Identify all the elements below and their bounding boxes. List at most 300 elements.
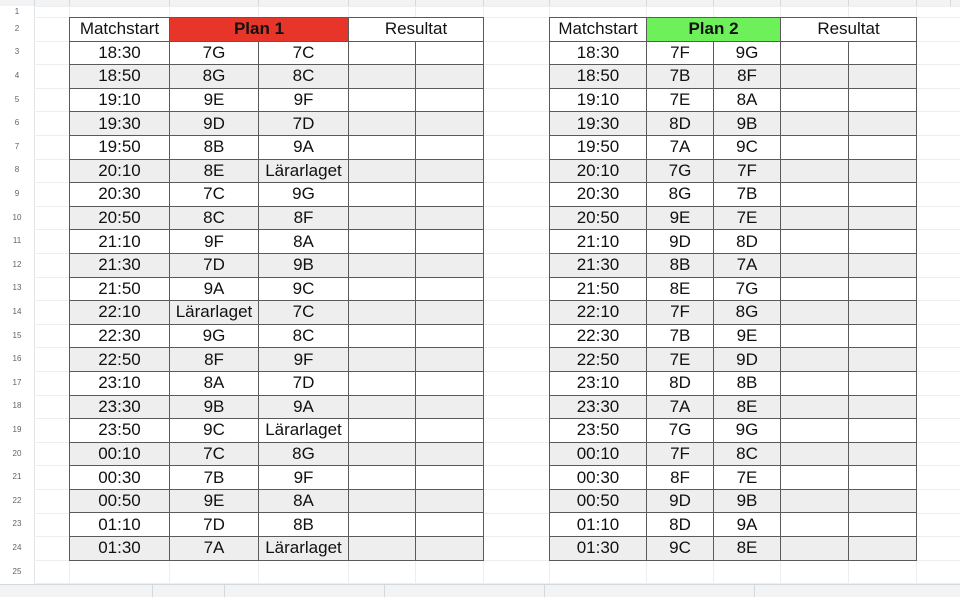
row-number[interactable]: 8 [14,165,20,175]
away-team-cell[interactable]: 8C [259,65,349,89]
away-team-cell[interactable]: 7E [714,206,781,230]
result-home-cell[interactable] [349,135,416,159]
result-away-cell[interactable] [849,489,917,513]
away-team-cell[interactable]: 7B [714,183,781,207]
result-away-cell[interactable] [416,301,484,325]
result-away-cell[interactable] [849,88,917,112]
home-team-cell[interactable]: 9D [647,489,714,513]
away-team-cell[interactable]: 9C [259,277,349,301]
plan-2-title-cell[interactable]: Plan 2 [647,18,781,42]
match-time-cell[interactable]: 01:10 [550,513,647,537]
result-home-cell[interactable] [349,513,416,537]
match-row [550,253,917,277]
matchstart-header-cell[interactable]: Matchstart [550,18,647,42]
match-row [70,253,484,277]
home-team-cell[interactable]: 8G [170,65,259,89]
match-time-cell[interactable]: 18:30 [550,41,647,65]
home-team-cell[interactable]: 7D [170,513,259,537]
match-time-cell[interactable]: 18:50 [70,65,170,89]
result-home-cell[interactable] [349,41,416,65]
away-team-cell[interactable]: Lärarlaget [259,537,349,561]
match-time-cell[interactable]: 00:50 [550,489,647,513]
result-home-cell[interactable] [349,277,416,301]
result-home-cell[interactable] [349,301,416,325]
home-team-cell[interactable]: 8C [170,206,259,230]
match-time-cell[interactable]: 19:30 [550,112,647,136]
home-team-cell[interactable]: 9D [170,112,259,136]
row-number[interactable]: 9 [14,189,20,198]
away-team-cell[interactable]: 7A [714,253,781,277]
result-away-cell[interactable] [849,230,917,254]
result-away-cell[interactable] [416,466,484,490]
match-row [550,277,917,301]
home-team-cell[interactable]: 9E [170,88,259,112]
away-team-cell[interactable]: 9C [714,135,781,159]
result-away-cell[interactable] [849,159,917,183]
result-home-cell[interactable] [781,395,849,419]
match-time-cell[interactable]: 22:30 [70,324,170,348]
match-time-cell[interactable]: 23:10 [550,371,647,395]
result-away-cell[interactable] [416,65,484,89]
home-team-cell[interactable]: 7D [170,253,259,277]
match-time-cell[interactable]: 18:30 [70,41,170,65]
result-away-cell[interactable] [849,206,917,230]
result-home-cell[interactable] [781,348,849,372]
result-away-cell[interactable] [416,135,484,159]
away-team-cell[interactable]: 8C [714,442,781,466]
result-away-cell[interactable] [416,206,484,230]
away-team-cell[interactable]: 7E [714,466,781,490]
home-team-cell[interactable]: 9A [170,277,259,301]
result-header-cell[interactable]: Resultat [781,18,917,42]
result-home-cell[interactable] [781,159,849,183]
row-number[interactable]: 21 [12,472,22,482]
home-team-cell[interactable]: 7B [647,324,714,348]
result-away-cell[interactable] [416,324,484,348]
away-team-cell[interactable]: 9A [714,513,781,537]
match-time-cell[interactable]: 21:10 [70,230,170,254]
result-home-cell[interactable] [349,159,416,183]
result-away-cell[interactable] [416,88,484,112]
result-home-cell[interactable] [781,466,849,490]
result-away-cell[interactable] [416,513,484,537]
home-team-cell[interactable]: 9B [170,395,259,419]
match-time-cell[interactable]: 19:50 [70,135,170,159]
home-team-cell[interactable]: 7G [170,41,259,65]
result-home-cell[interactable] [781,324,849,348]
home-team-cell[interactable]: 9C [647,537,714,561]
result-away-cell[interactable] [849,301,917,325]
home-team-cell[interactable]: 7G [647,159,714,183]
match-time-cell[interactable]: 20:10 [70,159,170,183]
home-team-cell[interactable]: 8E [647,277,714,301]
match-time-cell[interactable]: 23:30 [550,395,647,419]
home-team-cell[interactable]: 8D [647,371,714,395]
result-home-cell[interactable] [781,301,849,325]
match-row [70,371,484,395]
away-team-cell[interactable]: 8G [714,301,781,325]
match-row [70,489,484,513]
result-away-cell[interactable] [416,41,484,65]
result-away-cell[interactable] [849,324,917,348]
home-team-cell[interactable]: 9D [647,230,714,254]
result-home-cell[interactable] [349,65,416,89]
result-home-cell[interactable] [349,348,416,372]
sheet-tab[interactable] [224,585,385,597]
away-team-cell[interactable]: 8E [714,395,781,419]
match-time-cell[interactable]: 21:50 [70,277,170,301]
result-away-cell[interactable] [849,371,917,395]
row-number[interactable]: 2 [14,23,20,33]
match-time-cell[interactable]: 01:10 [70,513,170,537]
match-row [550,371,917,395]
result-home-cell[interactable] [349,371,416,395]
plan-2-table-body [550,18,917,561]
result-header-cell[interactable]: Resultat [349,18,484,42]
result-home-cell[interactable] [781,112,849,136]
match-row [550,324,917,348]
result-home-cell[interactable] [349,183,416,207]
home-team-cell[interactable]: 9F [170,230,259,254]
home-team-cell[interactable]: 7F [647,301,714,325]
home-team-cell[interactable]: 8D [647,513,714,537]
row-number[interactable]: 17 [12,377,22,387]
match-row [70,65,484,89]
result-away-cell[interactable] [416,348,484,372]
match-row [550,159,917,183]
match-time-cell[interactable]: 23:10 [70,371,170,395]
result-away-cell[interactable] [416,537,484,561]
match-time-cell[interactable]: 18:50 [550,65,647,89]
sheet-tab-bar [0,584,960,597]
away-team-cell[interactable]: 9F [259,466,349,490]
home-team-cell[interactable]: 7A [647,395,714,419]
row-number[interactable]: 20 [12,448,22,458]
row-number[interactable]: 19 [12,425,22,434]
result-home-cell[interactable] [781,277,849,301]
row-number[interactable]: 3 [14,47,20,57]
result-home-cell[interactable] [781,513,849,537]
result-away-cell[interactable] [849,112,917,136]
match-time-cell[interactable]: 00:30 [70,466,170,490]
row-number[interactable]: 25 [12,566,22,576]
match-row [70,135,484,159]
match-time-cell[interactable]: 22:10 [550,301,647,325]
result-away-cell[interactable] [849,65,917,89]
result-away-cell[interactable] [416,395,484,419]
away-team-cell[interactable]: 7D [259,371,349,395]
away-team-cell[interactable]: 9B [259,253,349,277]
match-row [70,206,484,230]
away-team-cell[interactable]: 9G [259,183,349,207]
home-team-cell[interactable]: 7B [647,65,714,89]
sheet-tab[interactable] [152,585,225,597]
result-away-cell[interactable] [416,253,484,277]
row-number[interactable]: 1 [14,6,20,16]
match-row [70,419,484,443]
home-team-cell[interactable]: 7C [170,183,259,207]
result-away-cell[interactable] [849,348,917,372]
sheet-tab[interactable] [544,585,755,597]
away-team-cell[interactable]: 9A [259,395,349,419]
result-away-cell[interactable] [416,183,484,207]
match-row [70,230,484,254]
away-team-cell[interactable]: 9G [714,419,781,443]
home-team-cell[interactable]: 8E [170,159,259,183]
match-time-cell[interactable]: 22:50 [550,348,647,372]
result-home-cell[interactable] [781,230,849,254]
result-away-cell[interactable] [849,41,917,65]
match-row [70,183,484,207]
result-home-cell[interactable] [781,253,849,277]
result-home-cell[interactable] [349,206,416,230]
row-number[interactable]: 18 [12,401,22,411]
result-home-cell[interactable] [349,230,416,254]
row-number[interactable]: 23 [12,519,22,529]
away-team-cell[interactable]: 8F [259,206,349,230]
home-team-cell[interactable]: 7A [647,135,714,159]
row-number[interactable]: 6 [14,118,20,128]
match-time-cell[interactable]: 00:30 [550,466,647,490]
match-time-cell[interactable]: 01:30 [550,537,647,561]
match-time-cell[interactable]: 00:50 [70,489,170,513]
match-row [70,159,484,183]
home-team-cell[interactable]: 7C [170,442,259,466]
result-away-cell[interactable] [849,513,917,537]
result-away-cell[interactable] [849,183,917,207]
away-team-cell[interactable]: 7C [259,301,349,325]
row-gridline [34,6,960,7]
result-away-cell[interactable] [416,442,484,466]
row-number[interactable]: 13 [12,283,22,293]
result-home-cell[interactable] [349,537,416,561]
match-row [550,348,917,372]
match-time-cell[interactable]: 20:30 [70,183,170,207]
home-team-cell[interactable]: 7E [647,88,714,112]
home-team-cell[interactable]: Lärarlaget [170,301,259,325]
result-away-cell[interactable] [849,537,917,561]
match-row [550,88,917,112]
table-header-row [550,18,917,42]
sheet-tab[interactable] [384,585,545,597]
result-home-cell[interactable] [349,88,416,112]
match-row [550,419,917,443]
match-time-cell[interactable]: 20:50 [70,206,170,230]
match-row [550,513,917,537]
match-row [550,41,917,65]
away-team-cell[interactable]: 9F [259,348,349,372]
result-home-cell[interactable] [349,324,416,348]
row-number[interactable]: 10 [12,212,22,222]
home-team-cell[interactable]: 8F [170,348,259,372]
away-team-cell[interactable]: 8A [714,88,781,112]
plan-2-schedule-table [549,17,917,561]
home-team-cell[interactable]: 8B [170,135,259,159]
result-home-cell[interactable] [349,419,416,443]
away-team-cell[interactable]: 8B [714,371,781,395]
away-team-cell[interactable]: 9G [714,41,781,65]
home-team-cell[interactable]: 8B [647,253,714,277]
home-team-cell[interactable]: 7F [647,41,714,65]
match-row [550,112,917,136]
result-home-cell[interactable] [349,253,416,277]
match-time-cell[interactable]: 00:10 [70,442,170,466]
match-time-cell[interactable]: 21:30 [70,253,170,277]
home-team-cell[interactable]: 9E [170,489,259,513]
match-time-cell[interactable]: 21:30 [550,253,647,277]
match-time-cell[interactable]: 20:50 [550,206,647,230]
plan-1-table-body [70,18,484,561]
match-time-cell[interactable]: 01:30 [70,537,170,561]
match-time-cell[interactable]: 00:10 [550,442,647,466]
match-row [70,395,484,419]
row-number[interactable]: 7 [14,141,20,151]
home-team-cell[interactable]: 7G [647,419,714,443]
result-away-cell[interactable] [416,371,484,395]
match-row [70,537,484,561]
match-row [70,277,484,301]
row-number[interactable]: 22 [12,495,22,505]
result-home-cell[interactable] [781,442,849,466]
match-time-cell[interactable]: 19:50 [550,135,647,159]
match-time-cell[interactable]: 22:10 [70,301,170,325]
home-team-cell[interactable]: 9G [170,324,259,348]
result-home-cell[interactable] [349,112,416,136]
match-row [550,301,917,325]
result-home-cell[interactable] [781,206,849,230]
sheet-tab[interactable] [30,585,153,597]
match-row [70,466,484,490]
away-team-cell[interactable]: 9B [714,489,781,513]
away-team-cell[interactable]: 8G [259,442,349,466]
home-team-cell[interactable]: 7A [170,537,259,561]
away-team-cell[interactable]: 9B [714,112,781,136]
home-team-cell[interactable]: 9E [647,206,714,230]
match-time-cell[interactable]: 22:50 [70,348,170,372]
row-number[interactable]: 16 [12,354,22,364]
row-number[interactable]: 14 [12,307,22,316]
match-time-cell[interactable]: 21:50 [550,277,647,301]
result-home-cell[interactable] [781,41,849,65]
away-team-cell[interactable]: 9F [259,88,349,112]
row-number[interactable]: 11 [12,236,22,246]
home-team-cell[interactable]: 7E [647,348,714,372]
row-number[interactable]: 5 [14,94,20,104]
away-team-cell[interactable]: 8A [259,489,349,513]
match-time-cell[interactable]: 23:50 [70,419,170,443]
result-away-cell[interactable] [849,253,917,277]
result-away-cell[interactable] [416,277,484,301]
away-team-cell[interactable]: 8D [714,230,781,254]
match-time-cell[interactable]: 19:30 [70,112,170,136]
result-home-cell[interactable] [349,395,416,419]
match-time-cell[interactable]: 19:10 [550,88,647,112]
match-time-cell[interactable]: 20:10 [550,159,647,183]
match-time-cell[interactable]: 22:30 [550,324,647,348]
match-row [550,537,917,561]
result-home-cell[interactable] [349,442,416,466]
result-away-cell[interactable] [416,159,484,183]
home-team-cell[interactable]: 7B [170,466,259,490]
result-home-cell[interactable] [781,489,849,513]
result-home-cell[interactable] [349,489,416,513]
result-away-cell[interactable] [416,489,484,513]
home-team-cell[interactable]: 8D [647,112,714,136]
match-time-cell[interactable]: 19:10 [70,88,170,112]
match-row [70,112,484,136]
result-home-cell[interactable] [781,183,849,207]
away-team-cell[interactable]: 7F [714,159,781,183]
home-team-cell[interactable]: 8A [170,371,259,395]
match-row [550,395,917,419]
away-team-cell[interactable]: 9A [259,135,349,159]
row-number[interactable]: 24 [12,543,22,552]
match-row [70,442,484,466]
away-team-cell[interactable]: Lärarlaget [259,159,349,183]
away-team-cell[interactable]: 8C [259,324,349,348]
table-header-row [70,18,484,42]
match-row [550,206,917,230]
result-away-cell[interactable] [416,419,484,443]
home-team-cell[interactable]: 9C [170,419,259,443]
result-home-cell[interactable] [781,419,849,443]
row-number[interactable]: 4 [14,71,20,80]
row-number[interactable]: 12 [12,259,22,269]
plan-1-title-cell[interactable]: Plan 1 [170,18,349,42]
result-away-cell[interactable] [849,466,917,490]
away-team-cell[interactable]: 8A [259,230,349,254]
row-number[interactable]: 15 [12,330,22,340]
match-row [550,65,917,89]
home-team-cell[interactable]: 8G [647,183,714,207]
away-team-cell[interactable]: 9E [714,324,781,348]
home-team-cell[interactable]: 8F [647,466,714,490]
result-home-cell[interactable] [781,88,849,112]
matchstart-header-cell[interactable]: Matchstart [70,18,170,42]
match-time-cell[interactable]: 23:30 [70,395,170,419]
away-team-cell[interactable]: Lärarlaget [259,419,349,443]
away-team-cell[interactable]: 7C [259,41,349,65]
result-home-cell[interactable] [781,371,849,395]
away-team-cell[interactable]: 8E [714,537,781,561]
match-row [70,513,484,537]
result-away-cell[interactable] [849,442,917,466]
result-home-cell[interactable] [349,466,416,490]
away-team-cell[interactable]: 8F [714,65,781,89]
result-away-cell[interactable] [849,277,917,301]
match-row [70,324,484,348]
result-away-cell[interactable] [849,395,917,419]
match-row [550,135,917,159]
match-time-cell[interactable]: 21:10 [550,230,647,254]
away-team-cell[interactable]: 7G [714,277,781,301]
away-team-cell[interactable]: 8B [259,513,349,537]
result-away-cell[interactable] [416,112,484,136]
home-team-cell[interactable]: 7F [647,442,714,466]
away-team-cell[interactable]: 9D [714,348,781,372]
match-row [70,88,484,112]
result-home-cell[interactable] [781,135,849,159]
result-home-cell[interactable] [781,65,849,89]
away-team-cell[interactable]: 7D [259,112,349,136]
match-time-cell[interactable]: 23:50 [550,419,647,443]
match-time-cell[interactable]: 20:30 [550,183,647,207]
result-away-cell[interactable] [849,135,917,159]
match-row [550,183,917,207]
result-away-cell[interactable] [416,230,484,254]
result-home-cell[interactable] [781,537,849,561]
result-away-cell[interactable] [849,419,917,443]
